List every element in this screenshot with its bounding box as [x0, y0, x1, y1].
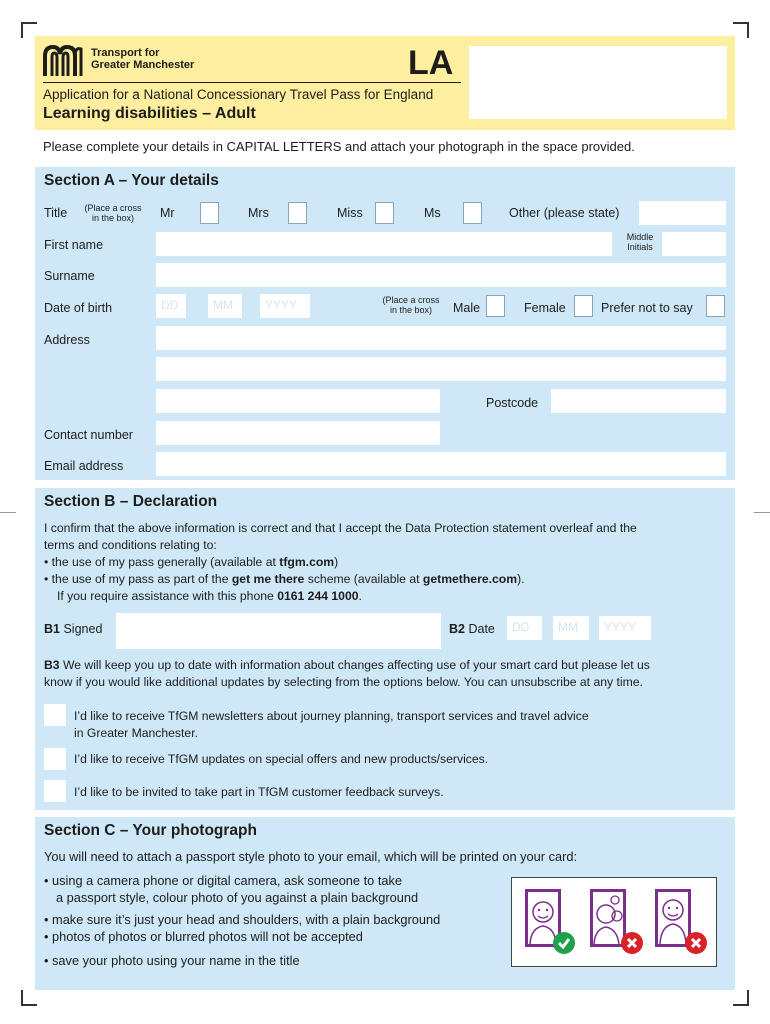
crop-mark-bottom-left [21, 990, 37, 1006]
org-line-1: Transport for [91, 47, 160, 59]
first-name-label: First name [44, 238, 104, 252]
rejected-cross-icon-1 [621, 932, 643, 954]
photo-bullet-3: • photos of photos or blurred photos will not be accepted [44, 929, 363, 944]
declaration-bullet-2 [44, 571, 729, 588]
photo-bullet-1a: • using a camera phone or digital camera, ask someone to take [44, 873, 403, 888]
prefer-not-label: Prefer not to say [601, 301, 693, 315]
middle-line-2: Initials [627, 242, 653, 252]
crop-mark-top-right [733, 22, 749, 38]
prefer-not-checkbox[interactable] [706, 295, 725, 317]
mr-checkbox[interactable] [200, 202, 219, 224]
surname-field[interactable] [156, 263, 726, 287]
org-name [91, 47, 194, 71]
fold-mark-right [754, 512, 770, 513]
ms-checkbox[interactable] [463, 202, 482, 224]
form-code: LA [408, 44, 454, 82]
assistance-line [44, 588, 729, 605]
date-text: Date [468, 622, 495, 636]
male-checkbox[interactable] [486, 295, 505, 317]
other-label: Other (please state) [509, 206, 620, 220]
postcode-label: Postcode [486, 396, 539, 410]
declaration-bullet-1 [44, 554, 729, 571]
dob-day-field[interactable]: DD [156, 294, 186, 318]
header-divider [43, 82, 461, 83]
surname-label: Surname [44, 269, 95, 283]
middle-initials-field[interactable] [662, 232, 726, 256]
address-line-2-field[interactable] [156, 357, 726, 381]
photo-intro: You will need to attach a passport style photo to your email, which will be printed on your card: [44, 849, 578, 864]
signed-text: Signed [63, 622, 103, 636]
b1-num: B1 [44, 622, 60, 636]
address-line-3-field[interactable] [156, 389, 440, 413]
rejected-cross-icon-2 [685, 932, 707, 954]
b1-post: ) [334, 555, 339, 569]
other-title-field[interactable] [639, 201, 726, 225]
hint-line-2: in the box) [91, 213, 135, 223]
female-checkbox[interactable] [574, 295, 593, 317]
crop-mark-bottom-right [733, 990, 749, 1006]
tfgm-link[interactable]: tfgm.com [279, 555, 335, 569]
section-a-title: Section A – Your details [44, 172, 219, 189]
contact-label: Contact number [44, 428, 133, 442]
contact-number-field[interactable] [156, 421, 440, 445]
tfgm-logo-icon [43, 44, 83, 78]
org-line-2: Greater Manchester [91, 59, 195, 71]
hint-line-2: in the box) [389, 305, 433, 315]
hint-line-1: (Place a cross [84, 203, 142, 213]
b2-mid: scheme (available at [304, 572, 423, 586]
b2-num: B2 [449, 622, 465, 636]
dob-month-field[interactable]: MM [208, 294, 242, 318]
email-field[interactable] [156, 452, 726, 476]
b1-pre: • the use of my pass generally (available at [44, 555, 280, 569]
section-b [35, 488, 735, 810]
title-place-cross-hint [79, 203, 147, 223]
miss-checkbox[interactable] [375, 202, 394, 224]
instructions: Please complete your details in CAPITAL LETTERS and attach your photograph in the space provided. [43, 139, 635, 154]
office-use-box[interactable] [469, 46, 727, 119]
postcode-field[interactable] [551, 389, 726, 413]
declaration-text [44, 520, 729, 605]
fold-mark-left [0, 512, 16, 513]
male-label: Male [453, 301, 481, 315]
section-a [35, 167, 735, 480]
assist-phone: 0161 244 1000 [277, 589, 359, 603]
mr-label: Mr [160, 206, 175, 220]
offers-option: I’d like to receive TfGM updates on special offers and new products/services. [74, 752, 489, 766]
address-line-1-field[interactable] [156, 326, 726, 350]
dob-label: Date of birth [44, 301, 113, 315]
middle-line-1: Middle [626, 232, 654, 242]
email-label: Email address [44, 459, 124, 473]
offers-checkbox[interactable] [44, 748, 66, 770]
signature-field[interactable] [116, 613, 441, 649]
newsletter-option [74, 708, 589, 742]
surveys-option: I’d like to be invited to take part in TfGM customer feedback surveys. [74, 785, 444, 799]
get-me-there: get me there [231, 572, 305, 586]
opt1-line-1: I’d like to receive TfGM newsletters about journey planning, transport services and travel advice [74, 709, 589, 723]
section-c-title: Section C – Your photograph [44, 822, 257, 839]
b2-date-label [449, 622, 495, 636]
hint-line-1: (Place a cross [382, 295, 440, 305]
declaration-line-2: terms and conditions relating to: [44, 538, 217, 552]
first-name-field[interactable] [156, 232, 612, 256]
sign-date-month-field[interactable]: MM [553, 616, 589, 640]
b2-pre: • the use of my pass as part of the [44, 572, 232, 586]
sign-date-day-field[interactable]: DD [507, 616, 542, 640]
b3-text [44, 657, 734, 691]
title-label: Title [44, 206, 68, 220]
middle-initials-label [613, 232, 667, 252]
section-b-title: Section B – Declaration [44, 493, 218, 510]
form-subtitle: Learning disabilities – Adult [43, 105, 256, 122]
b3-num: B3 [44, 658, 60, 672]
b2-post: ). [517, 572, 525, 586]
b3-line-1 [44, 657, 734, 674]
opt1-line-2: in Greater Manchester. [74, 726, 198, 740]
b3-text-1: We will keep you up to date with information about changes affecting use of your smart card but please let us [59, 658, 650, 672]
female-label: Female [524, 301, 566, 315]
ms-label: Ms [424, 206, 441, 220]
photo-bullets [44, 872, 440, 969]
sign-date-year-field[interactable]: YYYY [599, 616, 651, 640]
photo-bullet-2: • make sure it’s just your head and shoulders, with a plain background [44, 912, 441, 927]
assist-post: . [358, 589, 362, 603]
surveys-checkbox[interactable] [44, 780, 66, 802]
mrs-label: Mrs [248, 206, 269, 220]
photo-examples [511, 877, 717, 967]
getmethere-link[interactable]: getmethere.com [422, 572, 518, 586]
mrs-checkbox[interactable] [288, 202, 307, 224]
b3-line-2: know if you would like additional updates by selecting from the options below. You can unsubscribe at any time. [44, 675, 643, 689]
assist-pre: If you require assistance with this phone [57, 589, 278, 603]
b1-signed-label [44, 622, 102, 636]
declaration-line-1: I confirm that the above information is correct and that I accept the Data Protection statement overleaf and the [44, 521, 637, 535]
approved-check-icon [553, 932, 575, 954]
photo-bullet-1b: a passport style, colour photo of you against a plain background [56, 890, 419, 905]
dob-year-field[interactable]: YYYY [260, 294, 310, 318]
address-label: Address [44, 333, 90, 347]
newsletter-checkbox[interactable] [44, 704, 66, 726]
application-title: Application for a National Concessionary Travel Pass for England [43, 87, 434, 102]
miss-label: Miss [337, 206, 363, 220]
gender-place-cross-hint [375, 295, 447, 315]
photo-bullet-4: • save your photo using your name in the title [44, 953, 300, 968]
